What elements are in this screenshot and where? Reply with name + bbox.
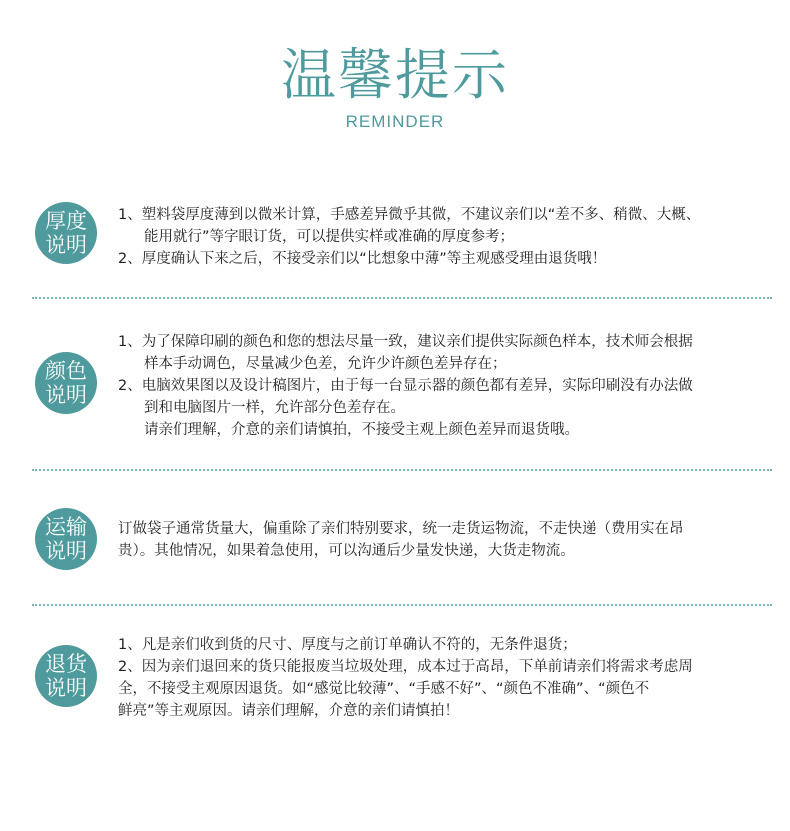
returns-text xyxy=(118,634,770,722)
thickness-badge xyxy=(35,202,97,264)
text-line: 2、厚度确认下来之后，不接受亲们以“比想象中薄”等主观感受理由退货哦！ xyxy=(118,251,607,267)
badge-line-1: 运输 xyxy=(45,515,87,539)
shipping-text xyxy=(118,518,770,562)
text-line: 1、为了保障印刷的颜色和您的想法尽量一致，建议亲们提供实际颜色样本，技术师会根据 xyxy=(118,334,693,350)
badge-line-2: 说明 xyxy=(45,383,87,407)
color-badge xyxy=(35,352,97,414)
badge-line-1: 厚度 xyxy=(45,209,87,233)
text-line: 1、凡是亲们收到货的尺寸、厚度与之前订单确认不符的，无条件退货； xyxy=(118,637,577,653)
text-line: 订做袋子通常货量大，偏重除了亲们特别要求，统一走货运物流，不走快递（费用实在昂 xyxy=(118,521,684,537)
text-line: 样本手动调色，尽量减少色差，允许少许颜色差异存在； xyxy=(144,356,507,372)
text-line: 全，不接受主观原因退货。如“感觉比较薄”、“手感不好”、“颜色不准确”、“颜色不 xyxy=(118,681,650,697)
badge-line-2: 说明 xyxy=(45,233,87,257)
text-line: 到和电脑图片一样，允许部分色差存在。 xyxy=(144,400,405,416)
color-text xyxy=(118,331,770,441)
section-divider xyxy=(32,469,772,471)
page-title: 温馨提示 xyxy=(280,43,509,107)
text-line: 1、塑料袋厚度薄到以微米计算，手感差异微乎其微，不建议亲们以“差不多、稍微、大概、 xyxy=(118,207,701,223)
text-line: 2、电脑效果图以及设计稿图片，由于每一台显示器的颜色都有差异，实际印刷没有办法做 xyxy=(118,378,693,394)
text-line: 请亲们理解，介意的亲们请慎拍，不接受主观上颜色差异而退货哦。 xyxy=(144,422,579,438)
page-subtitle: REMINDER xyxy=(345,112,445,131)
returns-badge xyxy=(35,645,97,707)
thickness-text xyxy=(118,204,770,270)
text-line: 鲜亮”等主观原因。请亲们理解，介意的亲们请慎拍！ xyxy=(118,703,460,719)
section-divider xyxy=(32,297,772,299)
badge-line-1: 颜色 xyxy=(45,359,87,383)
shipping-badge xyxy=(35,508,97,570)
section-divider xyxy=(32,604,772,606)
text-line: 贵）。其他情况，如果着急使用，可以沟通后少量发快递，大货走物流。 xyxy=(118,543,575,559)
text-line: 能用就行”等字眼订货，可以提供实样或准确的厚度参考； xyxy=(144,229,515,245)
text-line: 2、因为亲们退回来的货只能报废当垃圾处理，成本过于高昂，下单前请亲们将需求考虑周 xyxy=(118,659,693,675)
badge-line-2: 说明 xyxy=(45,539,87,563)
badge-line-2: 说明 xyxy=(45,676,87,700)
badge-line-1: 退货 xyxy=(45,652,87,676)
